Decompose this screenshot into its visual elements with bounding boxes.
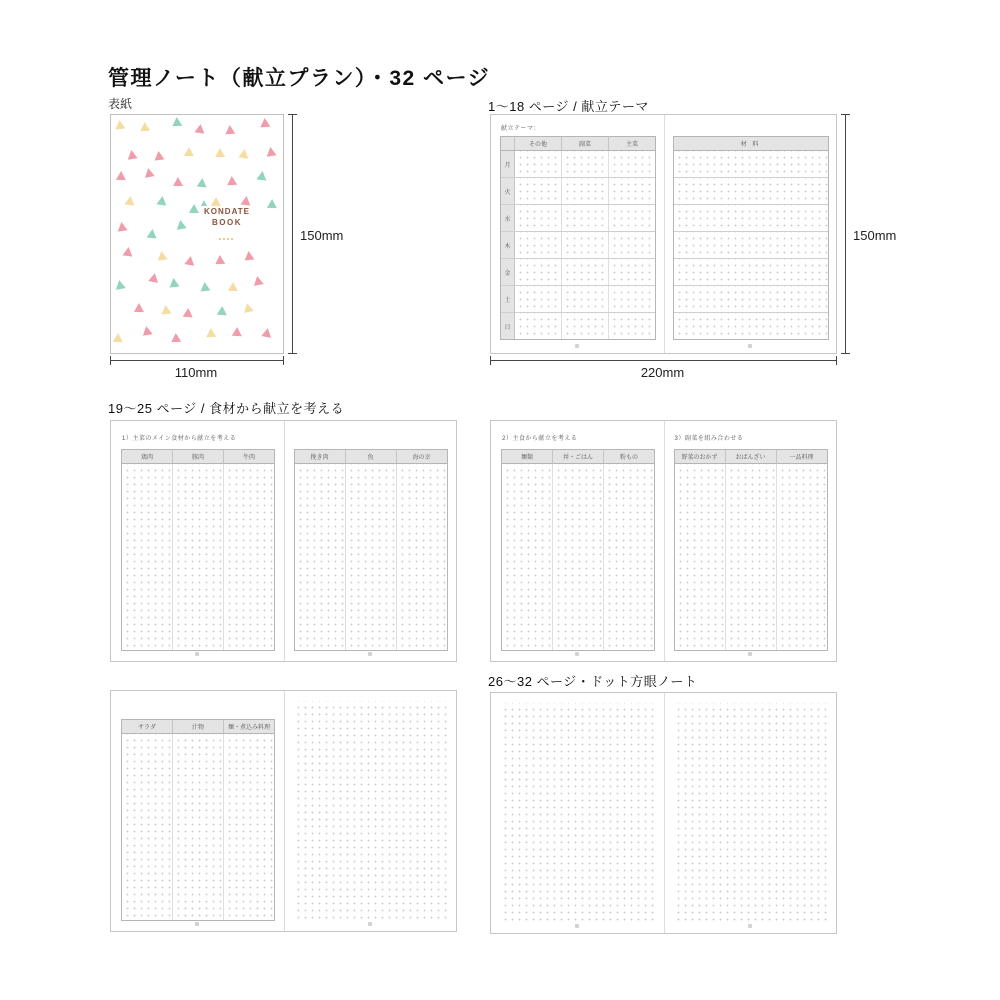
page-number-mark [748, 924, 752, 928]
column-header: 麺・煮込み料理 [227, 725, 270, 731]
table-title: 1）主菜のメイン食材から献立を考える [122, 436, 237, 442]
notebook-cover [110, 114, 284, 354]
day-header-cell [501, 137, 515, 150]
theme-left-page [491, 115, 664, 353]
logo-triangle-icon [201, 200, 207, 206]
staple-food-page [491, 421, 664, 661]
column-header: 豚肉 [173, 450, 224, 463]
spread-height-dimension-line [841, 114, 850, 354]
dot-grid-area [293, 701, 447, 919]
dot-grid-area [673, 703, 827, 923]
sheet-label: 献立テーマ： [501, 126, 541, 132]
column-header: 汁物 [173, 720, 224, 733]
side-dish-table [674, 449, 828, 651]
page-title: 管理ノート（献立プラン）・32 ページ [108, 67, 491, 90]
table-title: 3）副菜を組み合わせる [674, 436, 744, 442]
table-row [674, 313, 828, 339]
table-row [674, 232, 828, 259]
fish-page [284, 421, 457, 661]
section-ingredients-label: 19〜25 ページ / 食材から献立を考える [108, 401, 345, 416]
cover-label: 表紙 [108, 97, 133, 111]
table-row: 日 [501, 313, 655, 339]
cover-height-dimension-line [288, 114, 297, 354]
main-ingredient-page [111, 421, 284, 661]
page-number-mark [575, 924, 579, 928]
logo-kondate: KONDATE [204, 207, 250, 216]
salad-soup-page [111, 691, 284, 931]
dot-grid-page [491, 693, 664, 933]
column-header: 挽き肉 [295, 450, 346, 463]
table-row [674, 205, 828, 232]
page-number-mark [575, 344, 579, 348]
page-number-mark [748, 344, 752, 348]
dot-grid-page [284, 691, 457, 931]
page-number-mark [748, 652, 752, 656]
dot-grid-page [664, 693, 837, 933]
table-row [674, 286, 828, 313]
table-row: 金 [501, 259, 655, 286]
table-row: 水 [501, 205, 655, 232]
table-row [674, 178, 828, 205]
table-row: 火 [501, 178, 655, 205]
column-header: 副菜 [562, 137, 609, 150]
column-header: サラダ [122, 720, 173, 733]
staple-table [501, 449, 655, 651]
spread-height-label: 150mm [853, 228, 897, 243]
section-dots-label: 26〜32 ページ・ドット方眼ノート [488, 674, 698, 689]
column-header: 鶏肉 [122, 450, 173, 463]
ingredients-spread-1 [110, 420, 457, 662]
table-row: 月 [501, 151, 655, 178]
page-number-mark [368, 922, 372, 926]
table-row: 木 [501, 232, 655, 259]
column-header: 主菜 [625, 142, 638, 148]
cover-height-label: 150mm [300, 228, 344, 243]
column-header: 丼・ごはん [553, 450, 604, 463]
table-row [674, 259, 828, 286]
table-header-row [501, 137, 655, 151]
side-dish-page [664, 421, 837, 661]
column-header: おばんざい [726, 450, 777, 463]
table-row: 土 [501, 286, 655, 313]
column-header: 牛肉 [242, 455, 255, 461]
column-header: 魚 [346, 450, 397, 463]
spread-width-dimension-line [490, 356, 837, 365]
column-header: 粉もの [619, 455, 638, 461]
ingredients-spread-2 [490, 420, 837, 662]
dot-grid-spread [490, 692, 837, 934]
fish-table [294, 449, 448, 651]
ingredients-spread-3 [110, 690, 457, 932]
logo-book: BOOK [212, 218, 242, 227]
salad-soup-table [121, 719, 275, 921]
column-header: 麺類 [502, 450, 553, 463]
weekly-theme-table [500, 136, 656, 340]
spread-width-label: 220mm [640, 365, 685, 380]
logo-underline [219, 238, 235, 240]
column-header: 野菜のおかず [675, 450, 726, 463]
column-header: 一品料理 [789, 455, 814, 461]
materials-table [673, 136, 829, 340]
cover-width-dimension-line [110, 356, 284, 365]
meat-table [121, 449, 275, 651]
page-number-mark [368, 652, 372, 656]
table-row [674, 151, 828, 178]
dot-grid-area [500, 703, 654, 923]
section-theme-label: 1〜18 ページ / 献立テーマ [488, 99, 649, 114]
table-title: 2）主食から献立を考える [502, 436, 578, 442]
page-number-mark [195, 652, 199, 656]
materials-header: 材 料 [674, 137, 828, 151]
page-number-mark [195, 922, 199, 926]
theme-spread [490, 114, 837, 354]
cover-logo [197, 207, 257, 245]
page-number-mark [575, 652, 579, 656]
theme-right-page [664, 115, 837, 353]
column-header: 海の幸 [412, 455, 431, 461]
column-header: その他 [515, 137, 562, 150]
cover-width-label: 110mm [174, 365, 218, 380]
